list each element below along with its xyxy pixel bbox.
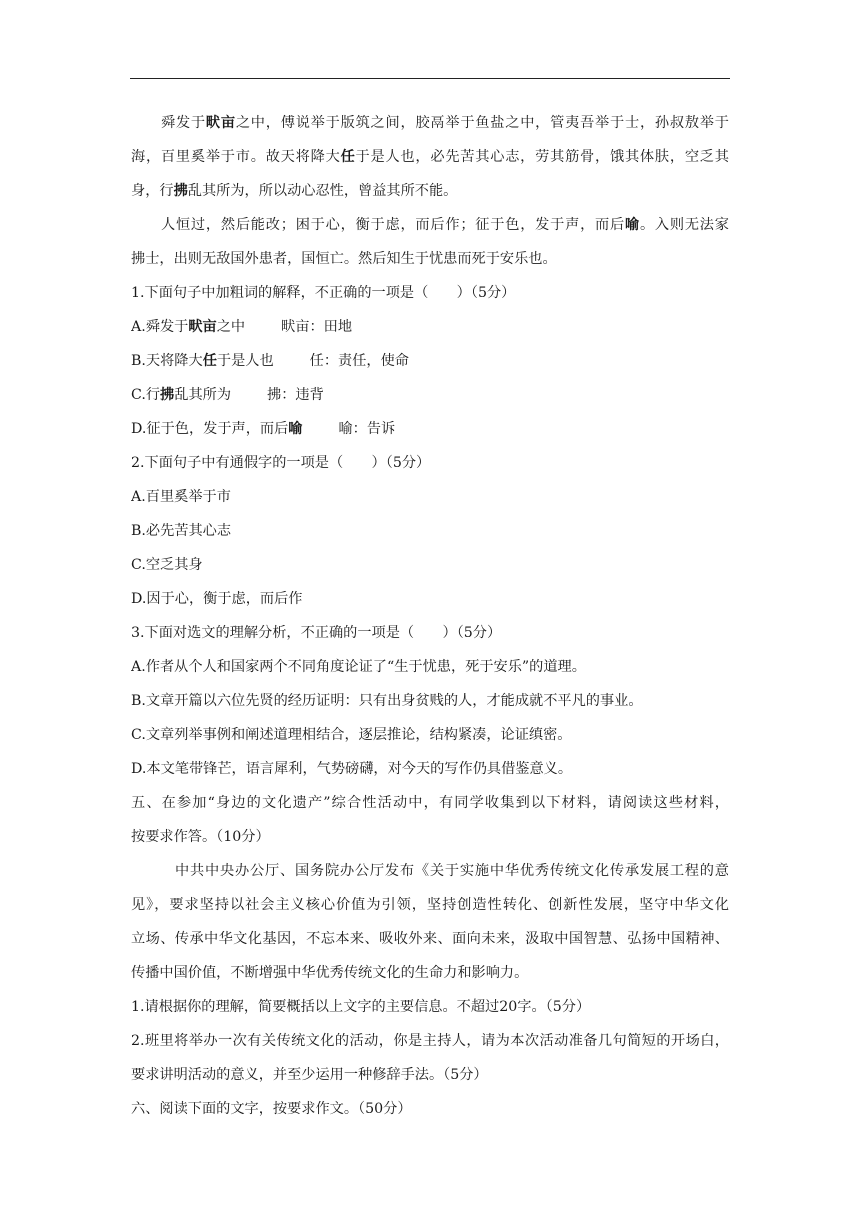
passage-line: 海，百里奚举于市。故天将降大任于是人也，必先苦其心志，劳其筋骨，饿其体肤，空乏其 <box>131 149 729 165</box>
question-3-stem: 3.下面对选文的理解分析，不正确的一项是（ ）（5分） <box>131 625 502 641</box>
section-5-intro-cont: 按要求作答。（10分） <box>131 829 270 845</box>
question-1-stem: 1.下面句子中加粗词的解释，不正确的一项是（ ）（5分） <box>131 285 516 301</box>
section-5-question-2: 2.班里将举办一次有关传统文化的活动，你是主持人，请为本次活动准备几句简短的开场白， <box>131 1033 729 1049</box>
material-line: 见》，要求坚持以社会主义核心价值为引领，坚持创造性转化、创新性发展，坚守中华文化 <box>131 897 729 913</box>
q1-option-c: C.行拂乱其所为 拂：违背 <box>131 387 324 403</box>
q2-option-c: C.空乏其身 <box>131 557 203 573</box>
section-5-question-2-cont: 要求讲明活动的意义，并至少运用一种修辞手法。（5分） <box>131 1067 488 1083</box>
q3-option-d: D.本文笔带锋芒，语言犀利，气势磅礴，对今天的写作仍具借鉴意义。 <box>131 761 573 777</box>
q1-option-d: D.征于色，发于声，而后喻 喻：告诉 <box>131 421 396 437</box>
q1-option-a: A.舜发于畎亩之中 畎亩：田地 <box>131 319 353 335</box>
q2-option-a: A.百里奚举于市 <box>131 489 231 505</box>
q3-option-b: B.文章开篇以六位先贤的经历证明：只有出身贫贱的人，才能成就不平凡的事业。 <box>131 693 643 709</box>
section-6-intro: 六、阅读下面的文字，按要求作文。（50分） <box>131 1101 412 1117</box>
q1-option-b: B.天将降大任于是人也 任：责任，使命 <box>131 353 409 369</box>
q2-option-d: D.因于心，衡于虑，而后作 <box>131 591 303 607</box>
material-line: 传播中国价值，不断增强中华优秀传统文化的生命力和影响力。 <box>131 965 529 981</box>
question-2-stem: 2.下面句子中有通假字的一项是（ ）（5分） <box>131 455 431 471</box>
material-line: 立场、传承中华文化基因，不忘本来、吸收外来、面向未来，汲取中国智慧、弘扬中国精神、 <box>131 931 729 947</box>
header-rule <box>130 78 730 79</box>
section-5-intro: 五、在参加“身边的文化遗产”综合性活动中，有同学收集到以下材料，请阅读这些材料， <box>131 795 729 811</box>
passage-line: 身，行拂乱其所为，所以动心忍性，曾益其所不能。 <box>131 183 458 199</box>
section-5-question-1: 1.请根据你的理解，简要概括以上文字的主要信息。不超过20字。（5分） <box>131 999 591 1015</box>
passage-line: 舜发于畎亩之中，傅说举于版筑之间，胶鬲举于鱼盐之中，管夷吾举于士，孙叔敖举于 <box>161 115 729 131</box>
document-body <box>131 106 729 1126</box>
passage-line: 人恒过，然后能改；困于心，衡于虑，而后作；征于色，发于声，而后喻。入则无法家 <box>161 217 729 233</box>
passage-line: 拂士，出则无敌国外患者，国恒亡。然后知生于忧患而死于安乐也。 <box>131 251 557 267</box>
q3-option-a: A.作者从个人和国家两个不同角度论证了“生于忧患，死于安乐”的道理。 <box>131 659 586 675</box>
q2-option-b: B.必先苦其心志 <box>131 523 232 539</box>
material-line: 中共中央办公厅、国务院办公厅发布《关于实施中华优秀传统文化传承发展工程的意 <box>175 863 729 879</box>
q3-option-c: C.文章列举事例和阐述道理相结合，逐层推论，结构紧凑，论证缜密。 <box>131 727 572 743</box>
